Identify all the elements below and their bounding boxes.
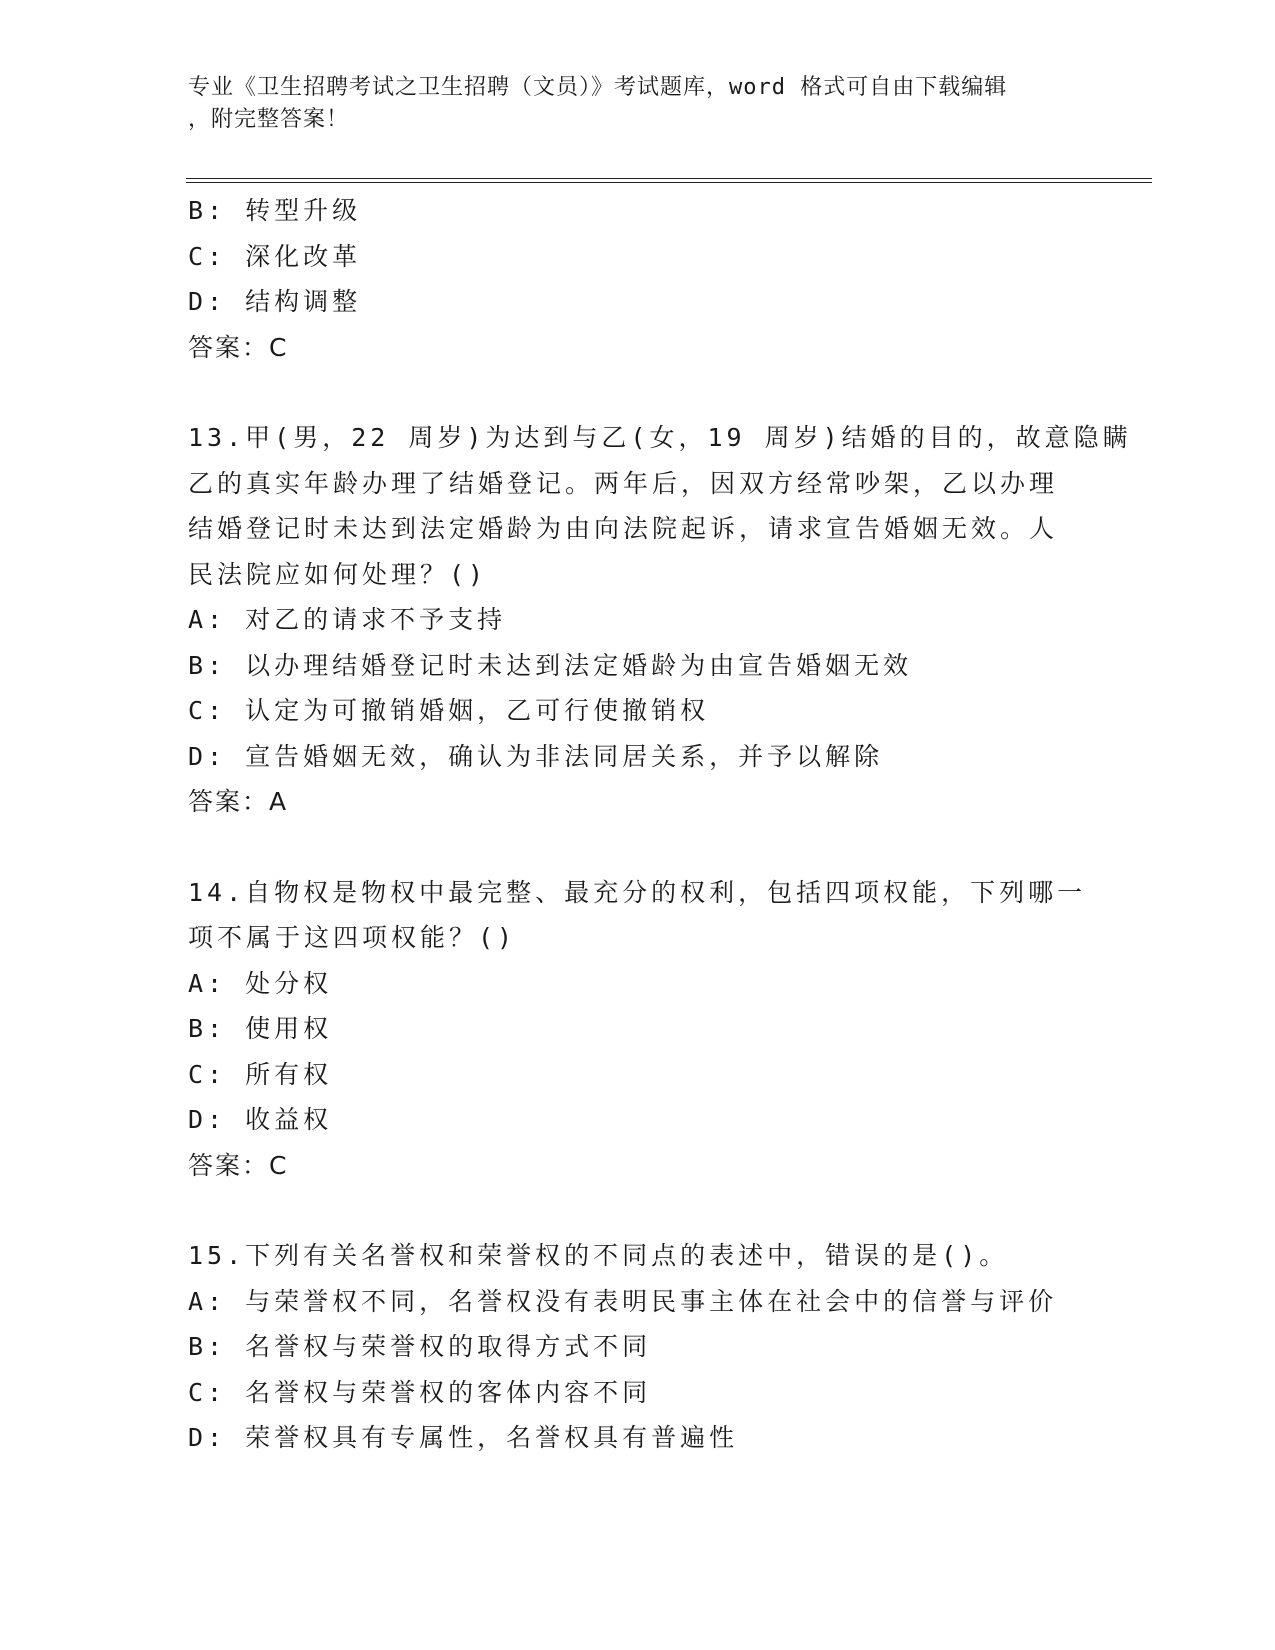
spacer — [188, 1188, 1068, 1233]
header-divider — [186, 178, 1152, 183]
option-d: D: 荣誉权具有专属性，名誉权具有普遍性 — [188, 1423, 739, 1452]
option-a: A: 对乙的请求不予支持 — [188, 605, 507, 634]
option-a: A: 处分权 — [188, 968, 333, 998]
option-c: C: 所有权 — [188, 1059, 333, 1089]
question-13 — [188, 415, 1132, 825]
answer-line: 答案：C — [188, 332, 289, 362]
question-stem-line: 项不属于这四项权能？() — [188, 923, 517, 952]
question-15 — [188, 1233, 1068, 1461]
question-14 — [188, 870, 1087, 1189]
page-header — [188, 72, 1088, 136]
question-stem-line: 民法院应如何处理？() — [188, 559, 488, 589]
spacer — [188, 825, 1068, 870]
spacer — [188, 370, 1068, 415]
option-c: C: 名誉权与荣誉权的客体内容不同 — [188, 1377, 652, 1407]
question-content — [188, 188, 1132, 1461]
option-a: A: 与荣誉权不同，名誉权没有表明民事主体在社会中的信誉与评价 — [188, 1286, 1058, 1316]
question-stem-line: 乙的真实年龄办理了结婚登记。两年后，因双方经常吵架，乙以办理 — [188, 468, 1059, 498]
header-line-2: ，附完整答案！ — [188, 107, 350, 132]
option-d: D: 结构调整 — [188, 287, 362, 316]
option-b: B: 名誉权与荣誉权的取得方式不同 — [188, 1332, 652, 1361]
answer-line: 答案：A — [188, 787, 289, 816]
question-stem-line: 结婚登记时未达到法定婚龄为由向法院起诉，请求宣告婚姻无效。人 — [188, 514, 1059, 543]
answer-line: 答案：C — [188, 1150, 289, 1180]
question-stem-line: 15.下列有关名誉权和荣誉权的不同点的表述中，错误的是()。 — [188, 1241, 1009, 1270]
question-stem-line: 13.甲(男，22 周岁)为达到与乙(女，19 周岁)结婚的目的，故意隐瞒 — [188, 423, 1132, 452]
option-c: C: 认定为可撤销婚姻，乙可行使撤销权 — [188, 696, 710, 725]
header-line-1: 专业《卫生招聘考试之卫生招聘（文员）》考试题库，word 格式可自由下载编辑 — [188, 75, 1008, 100]
option-c: C: 深化改革 — [188, 241, 362, 271]
option-d: D: 收益权 — [188, 1105, 333, 1134]
option-b: B: 以办理结婚登记时未达到法定婚龄为由宣告婚姻无效 — [188, 650, 913, 680]
question-12-tail — [188, 188, 1068, 370]
question-stem-line: 14.自物权是物权中最完整、最充分的权利，包括四项权能，下列哪一 — [188, 877, 1087, 907]
option-d: D: 宣告婚姻无效，确认为非法同居关系，并予以解除 — [188, 741, 884, 771]
option-b: B: 转型升级 — [188, 196, 362, 225]
option-b: B: 使用权 — [188, 1014, 333, 1043]
